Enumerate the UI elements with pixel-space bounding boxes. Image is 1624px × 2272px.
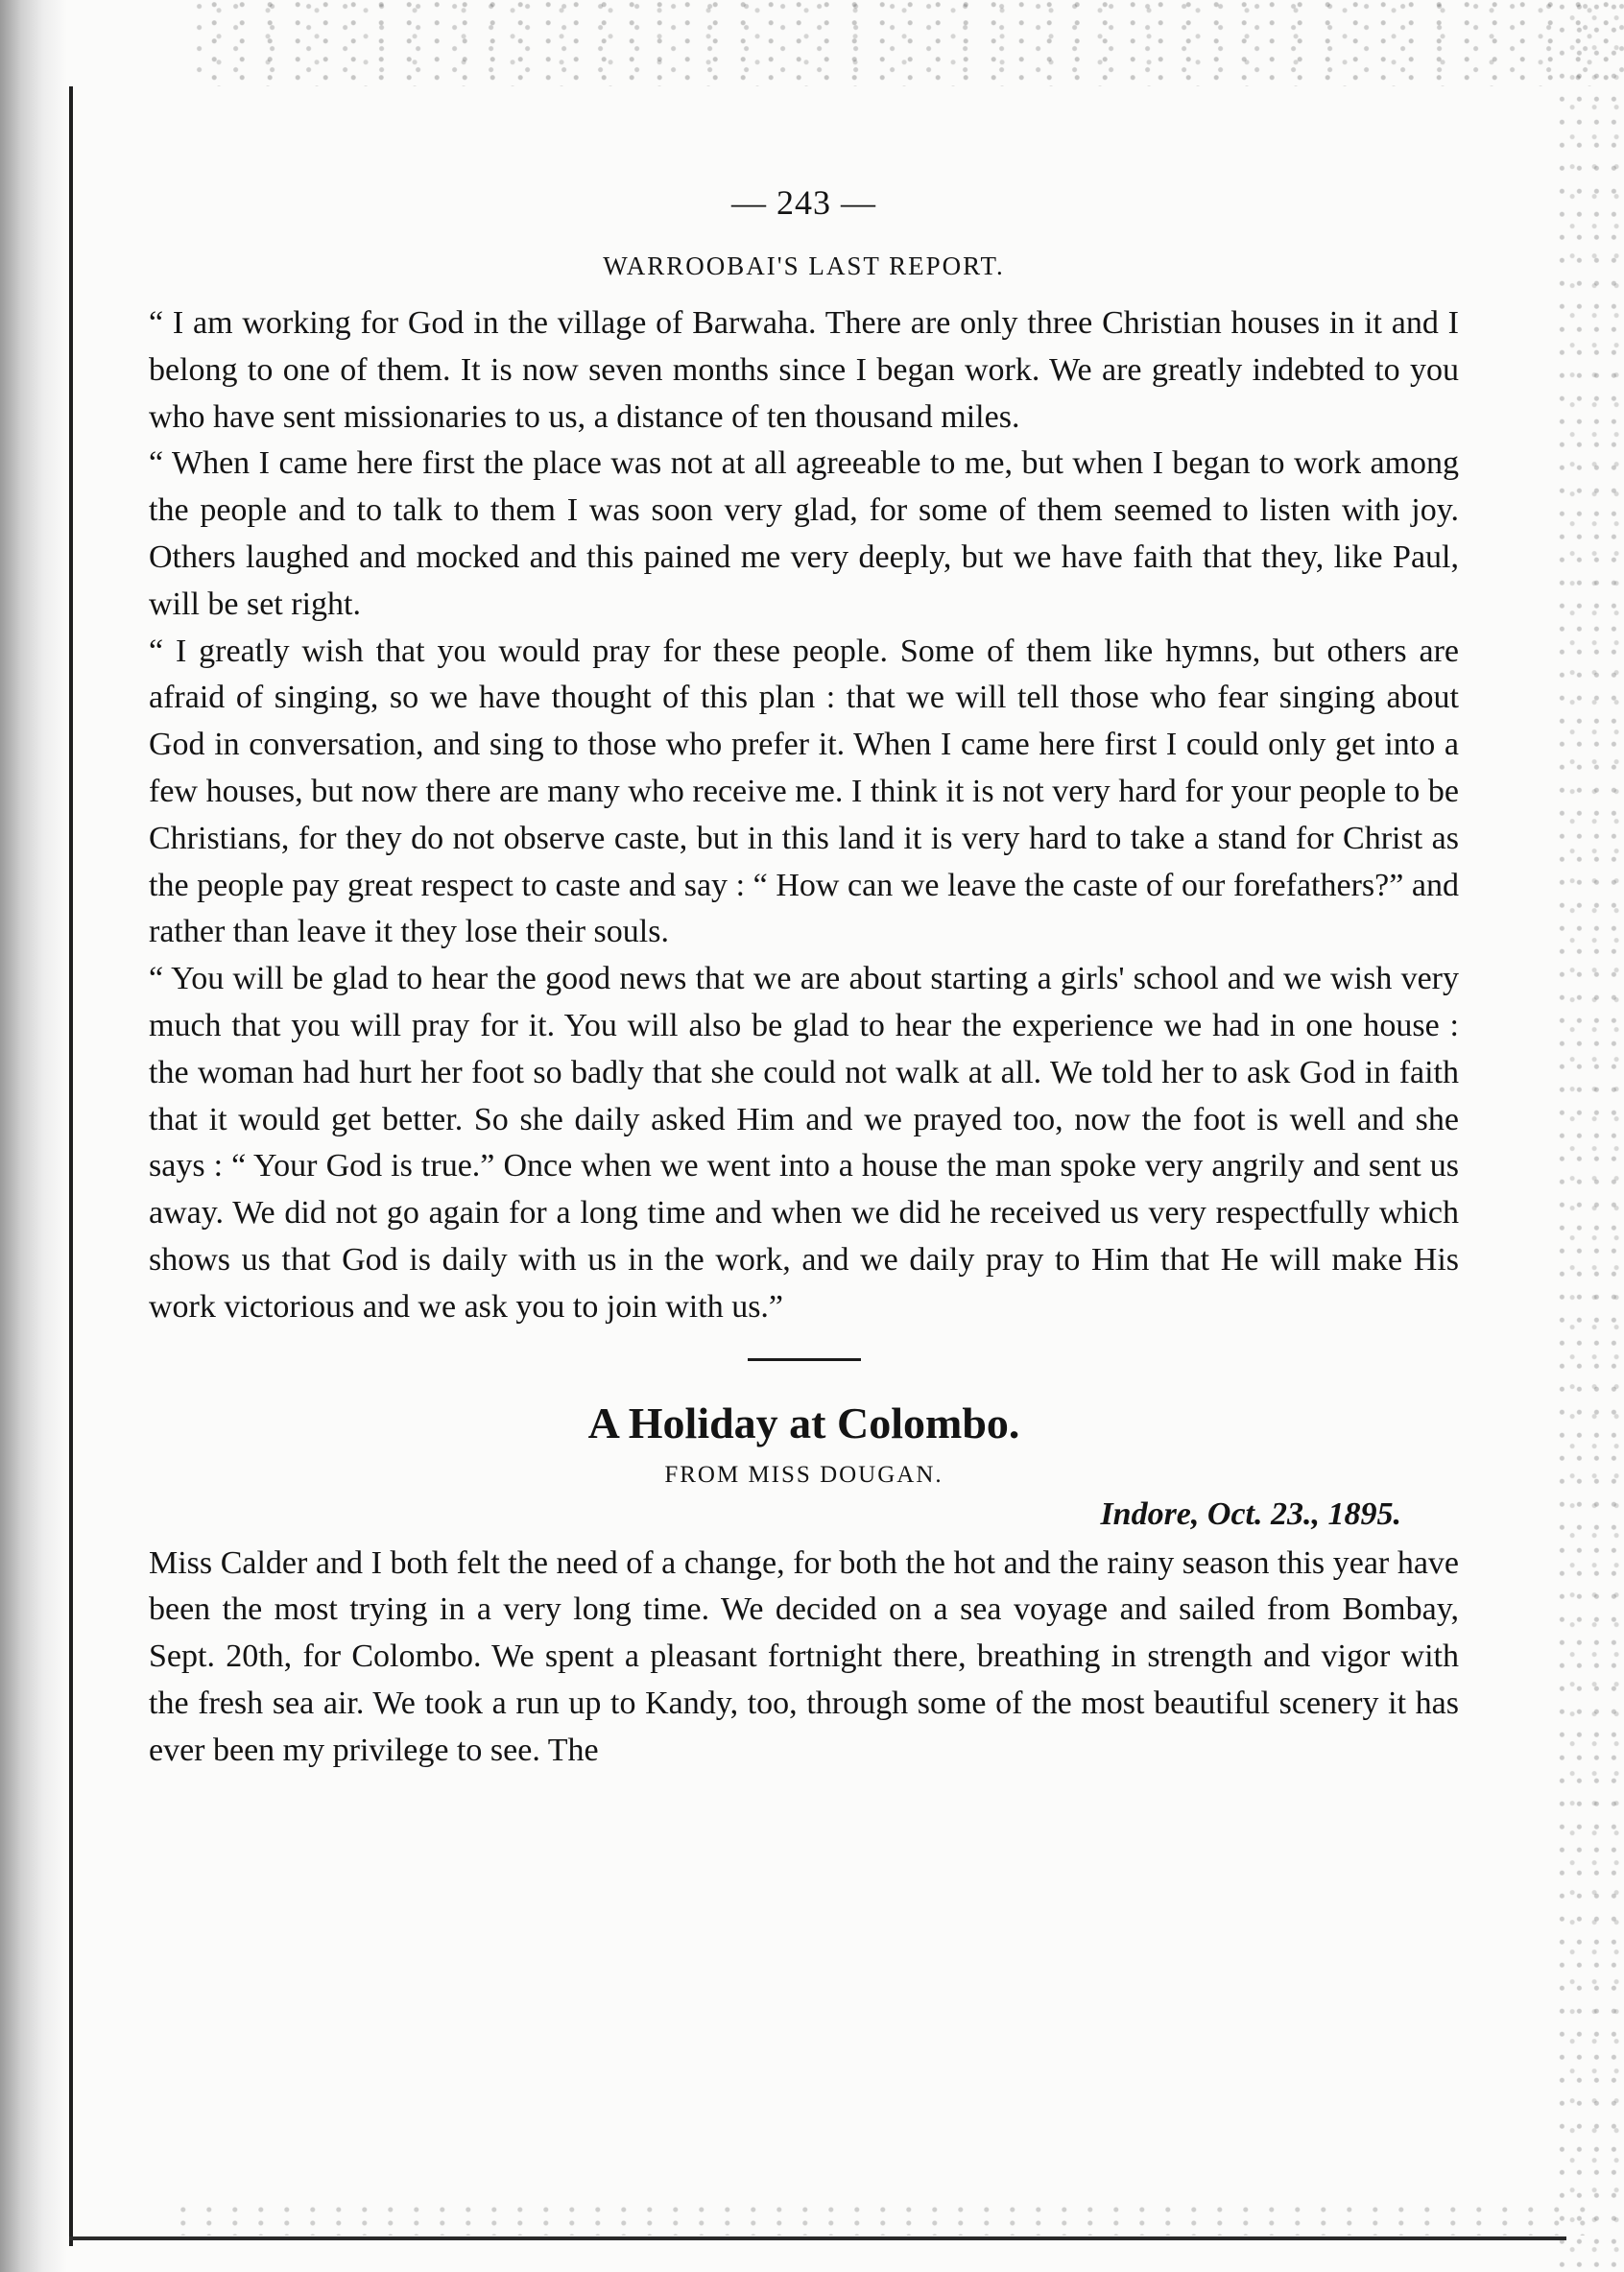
left-margin-rule	[69, 86, 73, 2246]
page-content	[149, 182, 1459, 1775]
article-dateline: Indore, Oct. 23., 1895.	[1100, 1495, 1401, 1532]
report-paragraph-4: “ You will be glad to hear the good news that we are about starting a girls' school and we wish very much that you will pray for it. You will also be glad to hear the experience we had in one house : the woman had hurt her foot so badly that she could not walk at all. We told her to ask God in faith that it would get better. So she daily asked Him and we prayed too, now the foot is well and she says : “ Your God is true.” Once when we went into a house the man spoke very angrily and sent us away. We did not go again for a long time and when we did he received us very respectfully which shows us that God is daily with us in the work, and we daily pray to Him that He will make His work victorious and we ask you to join with us.”	[149, 961, 1459, 1325]
scan-speckle-right	[1557, 0, 1624, 2272]
section-heading: WARROOBAI'S LAST REPORT.	[603, 251, 1005, 280]
report-paragraph-1: “ I am working for God in the village of Barwaha. There are only three Christian houses in it and I belong to one of them. It is now seven months since I began work. We are greatly indebted to you who have sent missionaries to us, a distance of ten thousand miles.	[149, 305, 1459, 435]
article-body: Miss Calder and I both felt the need of a change, for both the hot and the rainy season this year have been the most trying in a very long time. We decided on a sea voyage and sailed from Bombay, Sept. 20th, for Colombo. We spent a pleasant fortnight there, breathing in strength and vigor with the fresh sea air. We took a run up to Kandy, too, through some of the most beautiful scenery it has ever been my privilege to see. The	[149, 1544, 1459, 1768]
scan-speckle-top	[192, 0, 1624, 86]
article-byline: FROM MISS DOUGAN.	[664, 1461, 943, 1488]
section-divider	[748, 1358, 861, 1361]
report-paragraph-2: “ When I came here first the place was not at all agreeable to me, but when I began to work among the people and to talk to them I was soon very glad, for some of them seemed to listen with joy. Others laughed and mocked and this pained me very deeply, but we have faith that they, like Paul, will be set right.	[149, 445, 1459, 622]
report-paragraph-3: “ I greatly wish that you would pray for these people. Some of them like hymns, but others are afraid of singing, so we have thought of this plan : that we will tell those who fear singing about God in conversation, and sing to those who prefer it. When I came here first I could only get into a few houses, but now there are many who receive me. I think it is not very hard for your people to be Christians, for they do not observe caste, but in this land it is very hard to take a stand for Christ as the people pay great respect to caste and say : “ How can we leave the caste of our forefathers?” and rather than leave it they lose their souls.	[149, 633, 1459, 950]
page-binding-shadow	[0, 0, 67, 2272]
page-number: — 243 —	[731, 183, 876, 222]
article-title: A Holiday at Colombo.	[587, 1398, 1020, 1447]
bottom-margin-rule	[69, 2236, 1566, 2240]
scan-speckle-bottom	[173, 2203, 1593, 2236]
